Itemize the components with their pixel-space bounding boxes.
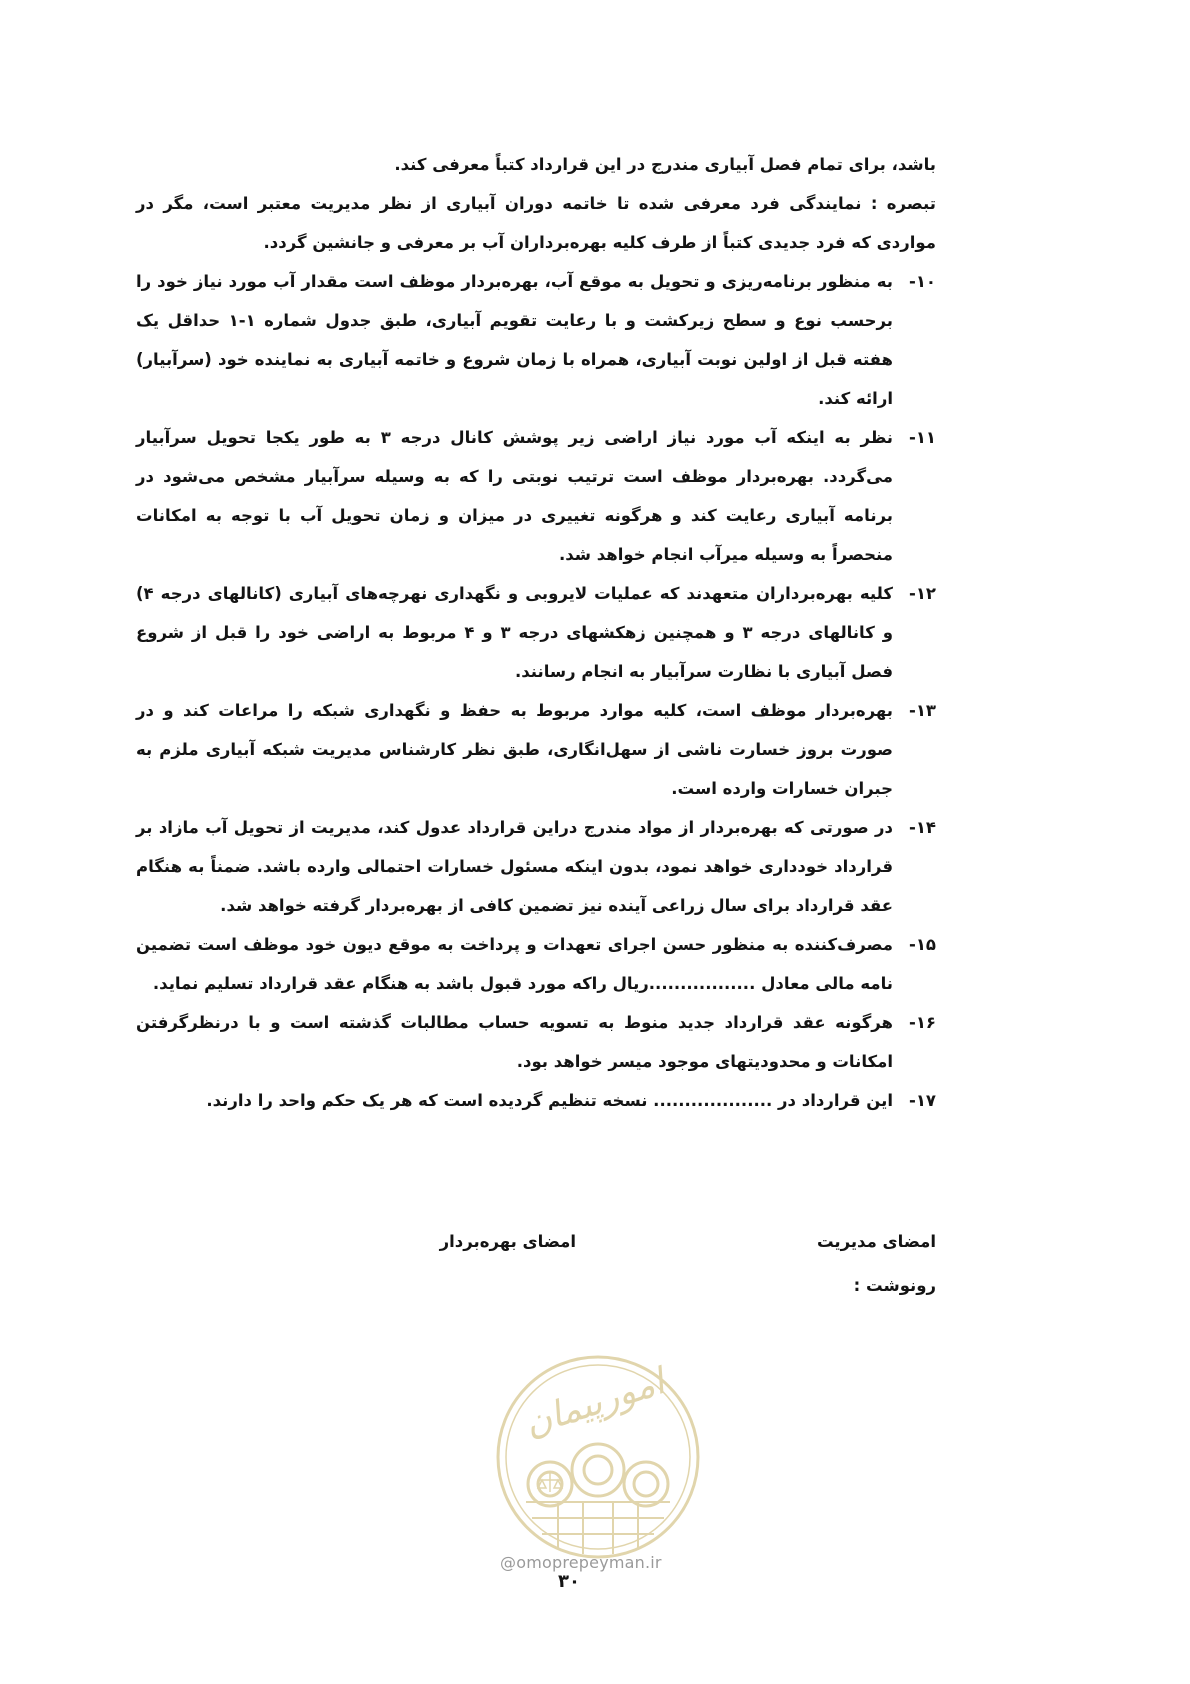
clause-number: ۱۰- bbox=[908, 272, 936, 291]
clause-text: کلیه بهره‌برداران متعهدند که عملیات لایروبی و نگهداری نهرچه‌های آبیاری (کانالهای درجه ۴) و کانالهای درجه ۳ و همچنین زهکشهای درجه ۳ و ۴ مربوط به اراضی خود را قبل از شروع فصل آبیاری با نظارت سرآبیار به انجام رسانند. bbox=[136, 584, 894, 681]
clause-text: هرگونه عقد قرارداد جدید منوط به تسویه حساب مطالبات گذشته است و با درنظرگرفتن امکانات و محدودیتهای موجود میسر خواهد بود. bbox=[136, 1013, 893, 1071]
note-paragraph bbox=[136, 184, 936, 262]
clause-11 bbox=[136, 418, 936, 574]
clause-number: ۱۴- bbox=[908, 818, 936, 837]
page-number: ۳۰ bbox=[558, 1571, 580, 1592]
clause-10 bbox=[136, 262, 936, 418]
clause-12 bbox=[136, 574, 936, 691]
clause-number: ۱۱- bbox=[908, 428, 936, 447]
clause-number: ۱۷- bbox=[908, 1091, 936, 1110]
intro-continuation: باشد، برای تمام فصل آبیاری مندرج در این قرارداد کتباً معرفی کند. bbox=[394, 155, 936, 174]
clause-text: این قرارداد در ................... نسخه تنظیم گردیده است که هر یک حکم واحد را دارند. bbox=[206, 1091, 893, 1110]
signature-section bbox=[136, 1232, 936, 1322]
clause-number: ۱۳- bbox=[908, 701, 936, 720]
clause-number: ۱۲- bbox=[908, 584, 936, 603]
clause-number: ۱۶- bbox=[908, 1013, 936, 1032]
management-signature-label: امضای مدیریت bbox=[816, 1232, 936, 1251]
clause-text: به منظور برنامه‌ریزی و تحویل به موقع آب، بهره‌بردار موظف است مقدار آب مورد نیاز خود را برحسب نوع و سطح زیرکشت و با رعایت تقویم آبیاری، طبق جدول شماره ۱-۱ حداقل یک هفته قبل از اولین نوبت آبیاری، همراه با زمان شروع و خاتمه آبیاری به نماینده خود (سرآبیار) ارائه کند. bbox=[136, 272, 893, 408]
clause-text: بهره‌بردار موظف است، کلیه موارد مربوط به حفظ و نگهداری شبکه را مراعات کند و در صورت بروز خسارت ناشی از سهل‌انگاری، طبق نظر کارشناس مدیریت شبکه آبیاری ملزم به جبران خسارات وارده است. bbox=[136, 701, 893, 798]
seal-icon bbox=[488, 1352, 708, 1562]
clause-number: ۱۵- bbox=[908, 935, 936, 954]
clause-16 bbox=[136, 1003, 936, 1081]
clause-text: نظر به اینکه آب مورد نیاز اراضی زیر پوشش کانال درجه ۳ به طور یکجا تحویل سرآبیار می‌گردد. بهره‌بردار موظف است ترتیب نوبتی را که به وسیله سرآبیار مشخص می‌شود در برنامه آبیاری رعایت کند و هرگونه تغییری در میزان و زمان تحویل آب با توجه به امکانات منحصراً به وسیله میرآب انجام خواهد شد. bbox=[136, 428, 893, 564]
clause-text: در صورتی که بهره‌بردار از مواد مندرج دراین قرارداد عدول کند، مدیریت از تحویل آب مازاد بر قرارداد خودداری خواهد نمود، بدون اینکه مسئول خسارات احتمالی وارده باشد. ضمناً به هنگام عقد قرارداد برای سال زراعی آینده نیز تضمین کافی از بهره‌بردار گرفته خواهد شد. bbox=[136, 818, 893, 915]
operator-signature-label: امضای بهره‌بردار bbox=[439, 1232, 576, 1251]
note-text: تبصره : نمایندگی فرد معرفی شده تا خاتمه دوران آبیاری از نظر مدیریت معتبر است، مگر در مواردی که فرد جدیدی کتباً از طرف کلیه بهره‌برداران آب بر معرفی و جانشین گردد. bbox=[136, 194, 936, 252]
clause-13 bbox=[136, 691, 936, 808]
clause-17 bbox=[136, 1081, 936, 1120]
at-sign-icon: @ bbox=[500, 1553, 517, 1572]
watermark-logo-text: امورپیمان bbox=[519, 1361, 670, 1445]
copy-to-label: رونوشت : bbox=[853, 1276, 936, 1295]
clause-14 bbox=[136, 808, 936, 925]
watermark-url: @omoprepeyman.ir bbox=[500, 1553, 662, 1572]
watermark-logo bbox=[488, 1352, 708, 1562]
clause-15 bbox=[136, 925, 936, 1003]
clause-text: مصرف‌کننده به منظور حسن اجرای تعهدات و پرداخت به موقع دیون خود موظف است تضمین نامه مالی معادل .................ریال راکه مورد قبول باشد به هنگام عقد قرارداد تسلیم نماید. bbox=[136, 935, 893, 993]
contract-body bbox=[136, 145, 936, 1120]
